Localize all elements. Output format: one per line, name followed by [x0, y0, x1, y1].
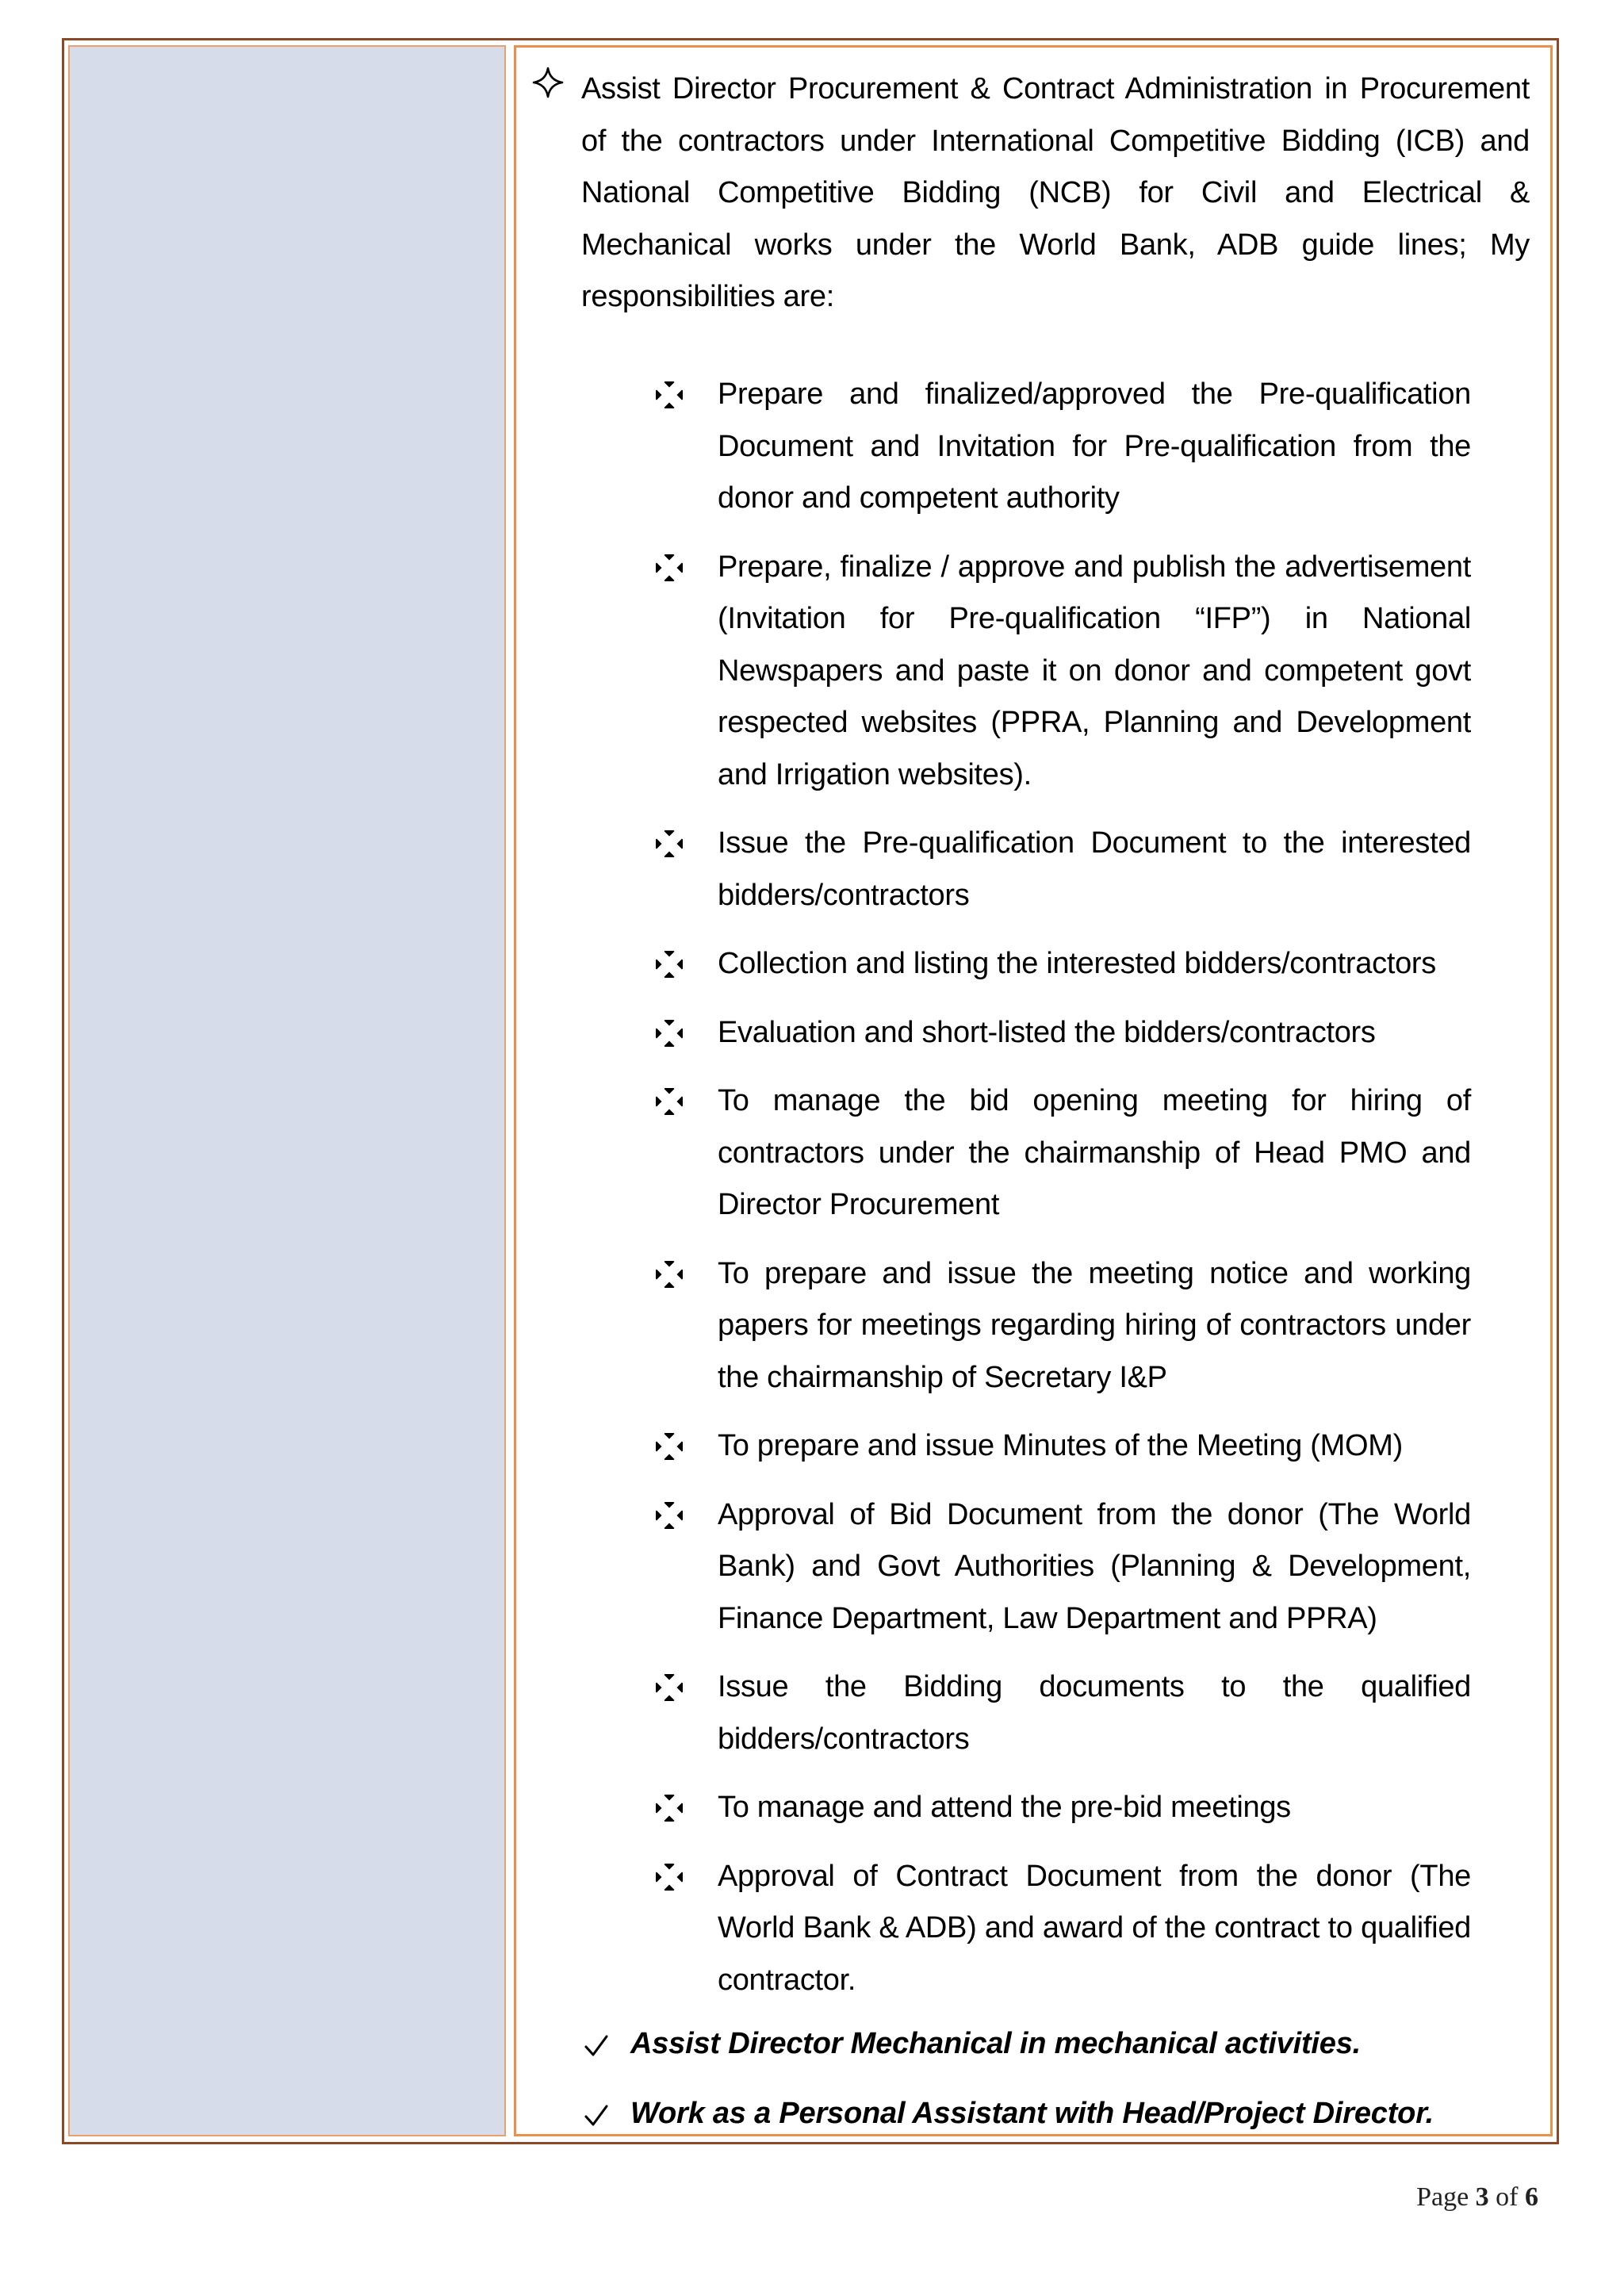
- additional-duty-text: Work as a Personal Assistant with Head/Project Director.: [630, 2097, 1434, 2130]
- responsibility-item: [516, 1851, 1547, 2007]
- additional-duty-item: [516, 2018, 1547, 2088]
- check-mark-icon: [584, 2104, 608, 2128]
- page-number: [1340, 2182, 1538, 2213]
- responsibility-item: [516, 938, 1547, 990]
- responsibility-item: [516, 1248, 1547, 1404]
- responsibility-text: Issue the Pre-qualification Document to the interested bidders/contractors: [718, 826, 1471, 912]
- four-diamond-bullet-icon: [656, 1674, 683, 1701]
- additional-duty-text: Assist Director Mechanical in mechanical activities.: [630, 2027, 1361, 2060]
- content-panel: [514, 45, 1553, 2136]
- current-page-number: 3: [1475, 2182, 1489, 2212]
- four-diamond-bullet-icon: [656, 830, 683, 857]
- responsibility-list: [516, 369, 1547, 2023]
- responsibility-item: [516, 1661, 1547, 1765]
- four-diamond-bullet-icon: [656, 1261, 683, 1288]
- responsibility-item: [516, 369, 1547, 525]
- sidebar-panel: [68, 45, 506, 2136]
- responsibility-text: Approval of Bid Document from the donor (The World Bank) and Govt Authorities (Planning & Development, Finance Department, Law Department and PPRA): [718, 1497, 1471, 1635]
- responsibility-item: [516, 1782, 1547, 1834]
- responsibility-text: Evaluation and short-listed the bidders/contractors: [718, 1015, 1376, 1049]
- four-diamond-bullet-icon: [656, 1795, 683, 1822]
- four-diamond-bullet-icon: [656, 554, 683, 581]
- four-diamond-bullet-icon: [656, 1864, 683, 1891]
- responsibility-item: [516, 1420, 1547, 1473]
- four-point-star-outline-icon: [532, 67, 564, 98]
- responsibility-text: Prepare and finalized/approved the Pre-qualification Document and Invitation for Pre-qualification from the donor and competent authority: [718, 377, 1471, 515]
- responsibility-item: [516, 542, 1547, 802]
- responsibility-item: [516, 1007, 1547, 1059]
- responsibility-text: Prepare, finalize / approve and publish the advertisement (Invitation for Pre-qualification “IFP”) in National Newspapers and paste it on donor and competent govt respected websites (PPRA, Planning and Development and Irrigation websites).: [718, 550, 1471, 791]
- four-diamond-bullet-icon: [656, 1088, 683, 1115]
- responsibility-item: [516, 1075, 1547, 1232]
- four-diamond-bullet-icon: [656, 1502, 683, 1529]
- responsibility-text: To manage and attend the pre-bid meetings: [718, 1791, 1291, 1824]
- four-diamond-bullet-icon: [656, 1433, 683, 1460]
- four-diamond-bullet-icon: [656, 951, 683, 978]
- additional-duty-item: [516, 2088, 1547, 2158]
- four-diamond-bullet-icon: [656, 1020, 683, 1047]
- responsibility-item: [516, 1489, 1547, 1646]
- responsibility-text: To manage the bid opening meeting for hiring of contractors under the chairmanship of Head PMO and Director Procurement: [718, 1084, 1471, 1221]
- responsibility-text: To prepare and issue the meeting notice and working papers for meetings regarding hiring of contractors under the chairmanship of Secretary I&P: [718, 1256, 1471, 1394]
- intro-text: Assist Director Procurement & Contract Administration in Procurement of the contractors under International Competitive Bidding (ICB) and National Competitive Bidding (NCB) for Civil and Electrical & Mechanical works under the World Bank, ADB guide lines; My responsibilities are:: [581, 72, 1530, 313]
- total-pages-number: 6: [1525, 2182, 1538, 2212]
- four-diamond-bullet-icon: [656, 381, 683, 408]
- page-word: Page: [1416, 2182, 1469, 2212]
- additional-duties-list: [516, 2018, 1547, 2158]
- responsibility-item: [516, 818, 1547, 921]
- responsibility-text: Approval of Contract Document from the donor (The World Bank & ADB) and award of the contract to qualified contractor.: [718, 1859, 1471, 1997]
- responsibility-text: Collection and listing the interested bidders/contractors: [718, 947, 1436, 980]
- check-mark-icon: [584, 2034, 608, 2058]
- responsibility-text: To prepare and issue Minutes of the Meeting (MOM): [718, 1429, 1403, 1462]
- responsibility-text: Issue the Bidding documents to the qualified bidders/contractors: [718, 1670, 1471, 1756]
- of-word: of: [1496, 2182, 1519, 2212]
